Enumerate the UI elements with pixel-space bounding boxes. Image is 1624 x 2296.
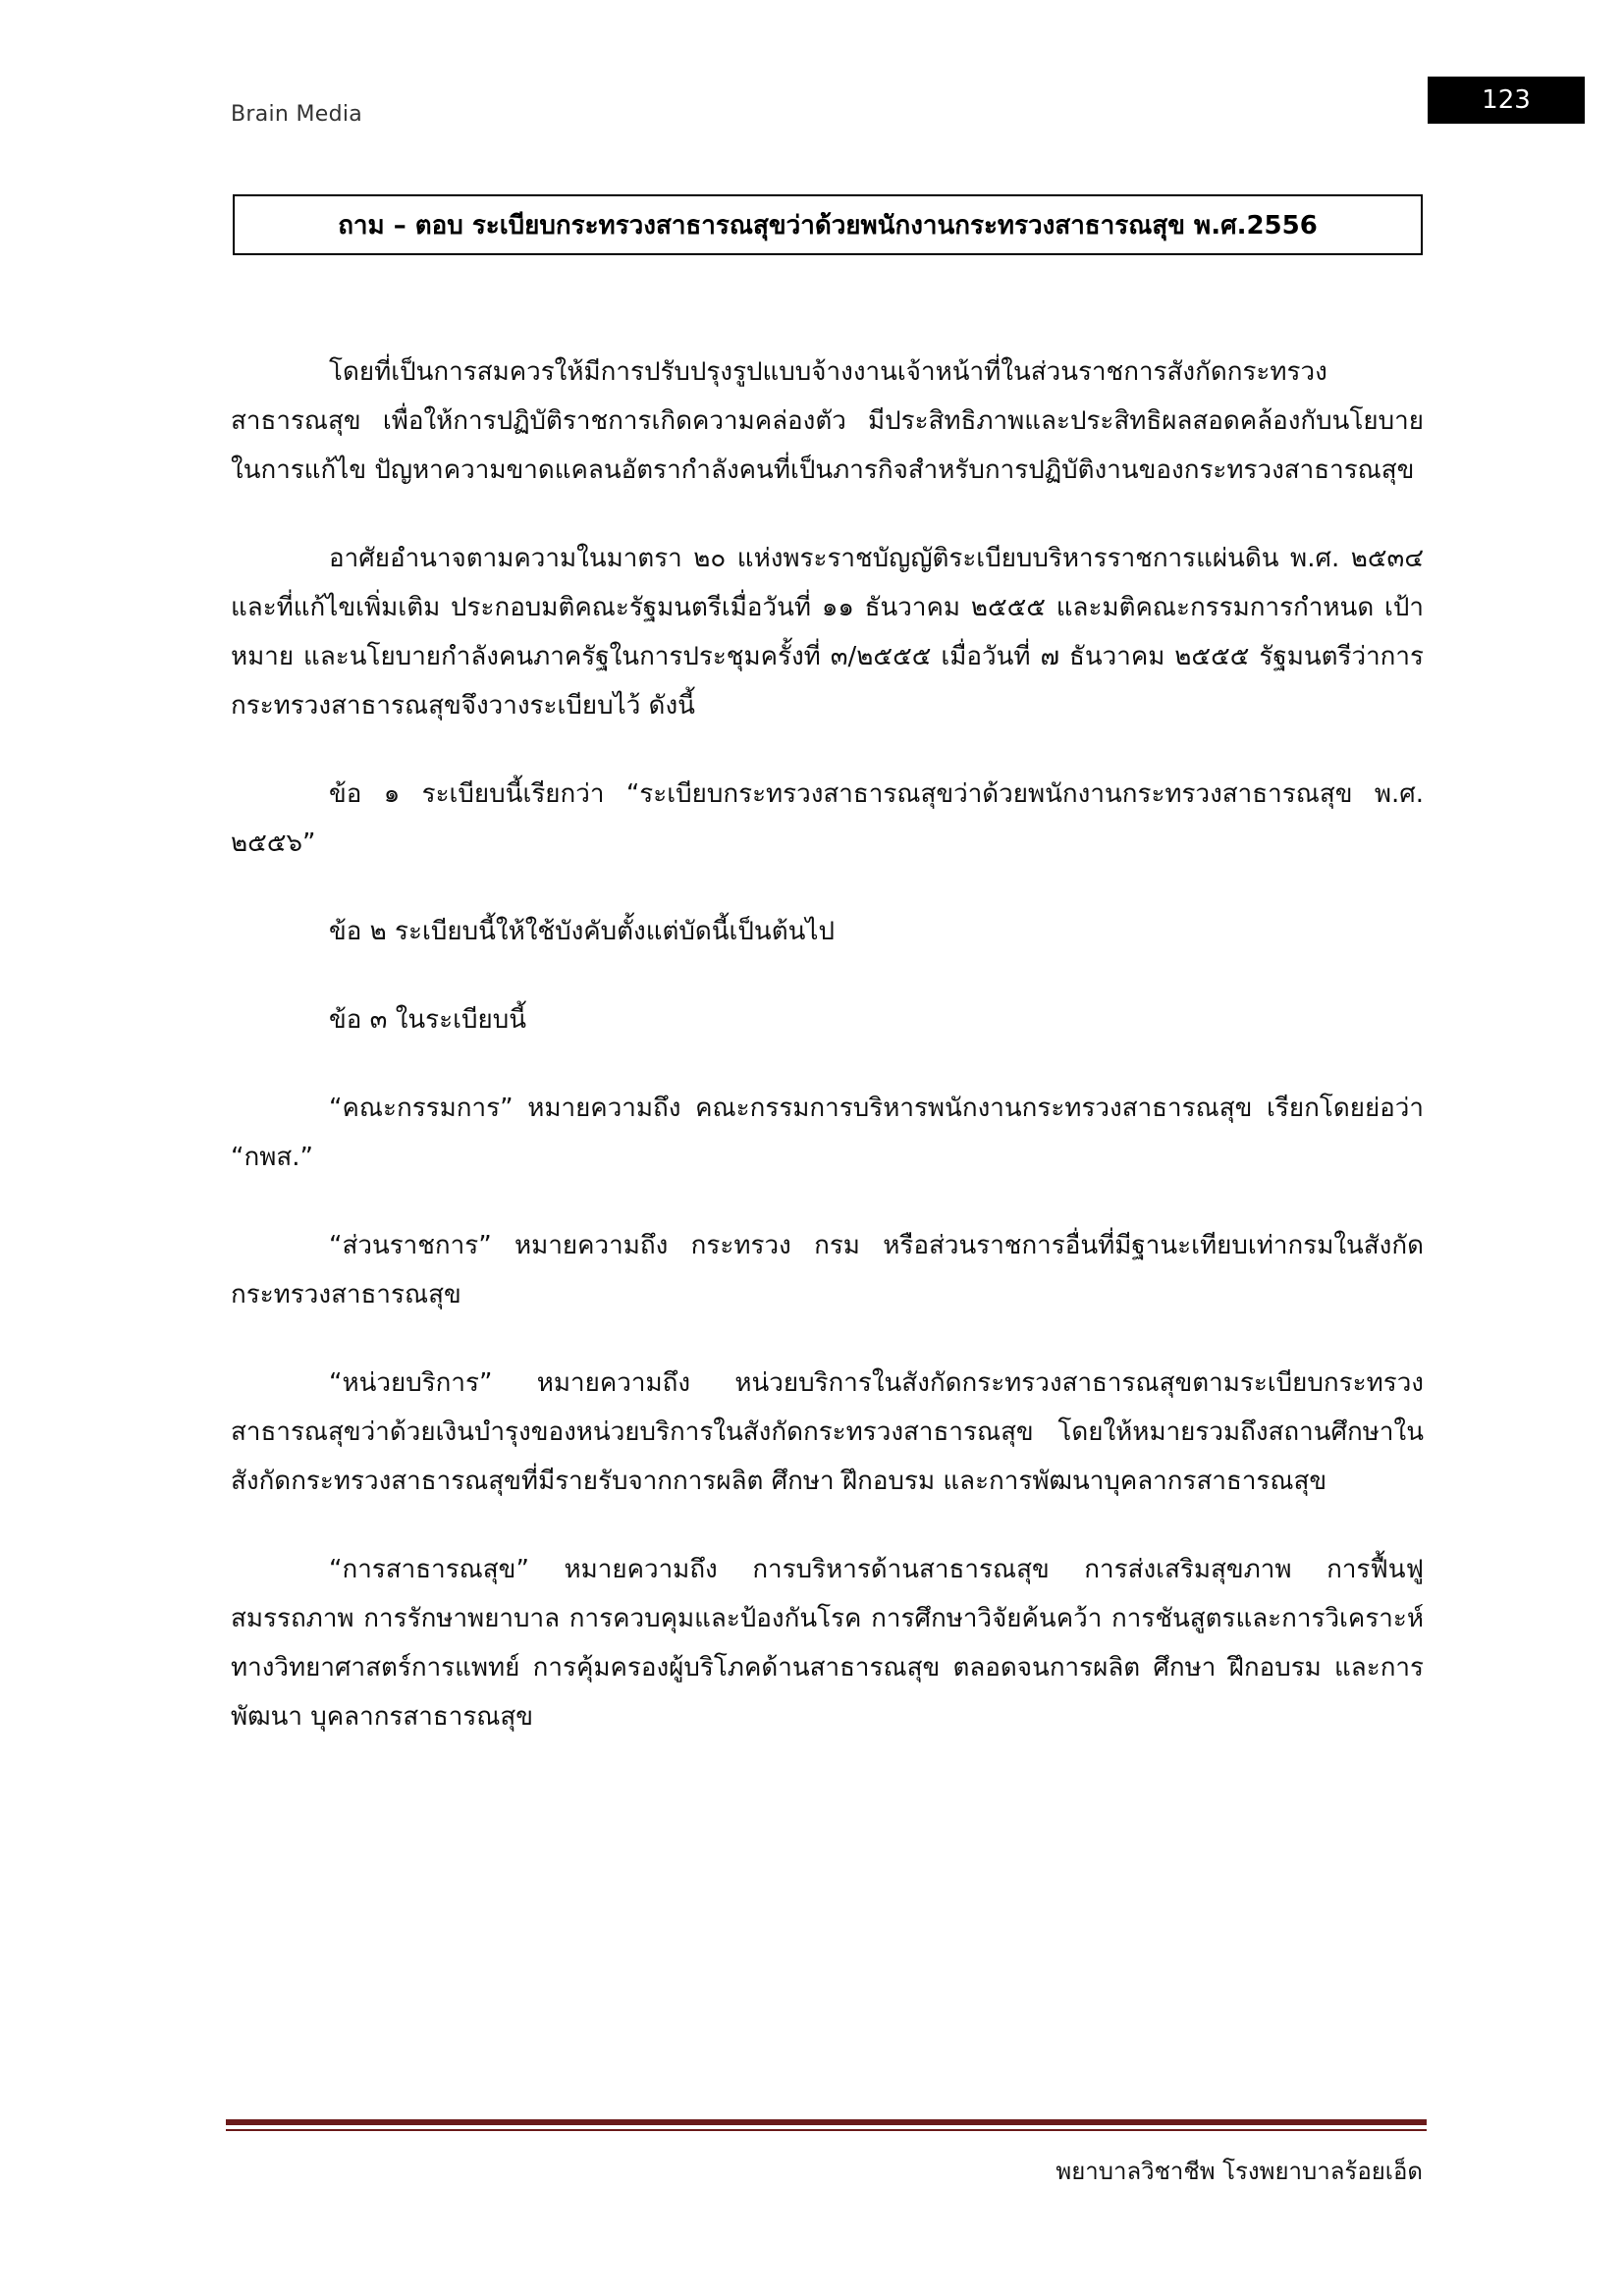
paragraph-definition-committee: “คณะกรรมการ” หมายความถึง คณะกรรมการบริหารพนักงานกระทรวงสาธารณสุข เรียกโดยย่อว่า “กพส.”	[231, 1094, 1424, 1172]
paragraph-clause-3: ข้อ ๓ ในระเบียบนี้	[329, 1005, 526, 1035]
paragraph-clause-1: ข้อ ๑ ระเบียบนี้เรียกว่า “ระเบียบกระทรวงสาธารณสุขว่าด้วยพนักงานกระทรวงสาธารณสุข พ.ศ. ๒๕๕๖”	[231, 779, 1424, 858]
page-number-badge: 123	[1428, 77, 1585, 124]
document-body	[231, 347, 1424, 1741]
paragraph-definition-agency: “ส่วนราชการ” หมายความถึง กระทรวง กรม หรือส่วนราชการอื่นที่มีฐานะเทียบเท่ากรมในสังกัดกระทรวงสาธารณสุข	[231, 1231, 1424, 1309]
document-title: ถาม – ตอบ ระเบียบกระทรวงสาธารณสุขว่าด้วยพนักงานกระทรวงสาธารณสุข พ.ศ.2556	[233, 194, 1423, 255]
header-brand: Brain Media	[231, 102, 363, 127]
footer-text: พยาบาลวิชาชีพ โรงพยาบาลร้อยเอ็ด	[1056, 2158, 1423, 2185]
footer-divider-thin	[226, 2129, 1427, 2131]
paragraph-definition-public-health: “การสาธารณสุข” หมายความถึง การบริหารด้านสาธารณสุข การส่งเสริมสุขภาพ การฟื้นฟูสมรรถภาพ การรักษาพยาบาล การควบคุมและป้องกันโรค การศึกษาวิจัยค้นคว้า การชันสูตรและการวิเคราะห์ ทางวิทยาศาสตร์การแพทย์ การคุ้มครองผู้บริโภคด้านสาธารณสุข ตลอดจนการผลิต ศึกษา ฝึกอบรม และการพัฒนา บุคลากรสาธารณสุข	[231, 1555, 1424, 1732]
paragraph-definition-service-unit: “หน่วยบริการ” หมายความถึง หน่วยบริการในสังกัดกระทรวงสาธารณสุขตามระเบียบกระทรวงสาธารณสุขว่าด้วยเงินบำรุงของหน่วยบริการในสังกัดกระทรวงสาธารณสุข โดยให้หมายรวมถึงสถานศึกษาใน สังกัดกระทรวงสาธารณสุขที่มีรายรับจากการผลิต ศึกษา ฝึกอบรม และการพัฒนาบุคลากรสาธารณสุข	[231, 1368, 1424, 1496]
paragraph-authority: อาศัยอำนาจตามความในมาตรา ๒๐ แห่งพระราชบัญญัติระเบียบบริหารราชการแผ่นดิน พ.ศ. ๒๕๓๔ และที่แก้ไขเพิ่มเติม ประกอบมติคณะรัฐมนตรีเมื่อวันที่ ๑๑ ธันวาคม ๒๕๕๕ และมติคณะกรรมการกำหนด เป้าหมาย และนโยบายกำลังคนภาครัฐในการประชุมครั้งที่ ๓/๒๕๕๕ เมื่อวันที่ ๗ ธันวาคม ๒๕๕๕ รัฐมนตรีว่าการกระทรวงสาธารณสุขจึงวางระเบียบไว้ ดังนี้	[231, 544, 1424, 721]
paragraph-clause-2: ข้อ ๒ ระเบียบนี้ให้ใช้บังคับตั้งแต่บัดนี้เป็นต้นไป	[329, 917, 835, 946]
footer-divider	[226, 2119, 1427, 2125]
paragraph-preamble: โดยที่เป็นการสมควรให้มีการปรับปรุงรูปแบบจ้างงานเจ้าหน้าที่ในส่วนราชการสังกัดกระทรวงสาธารณสุข เพื่อให้การปฏิบัติราชการเกิดความคล่องตัว มีประสิทธิภาพและประสิทธิผลสอดคล้องกับนโยบายในการแก้ไข ปัญหาความขาดแคลนอัตรากำลังคนที่เป็นภารกิจสำหรับการปฏิบัติงานของกระทรวงสาธารณสุข	[231, 357, 1424, 485]
